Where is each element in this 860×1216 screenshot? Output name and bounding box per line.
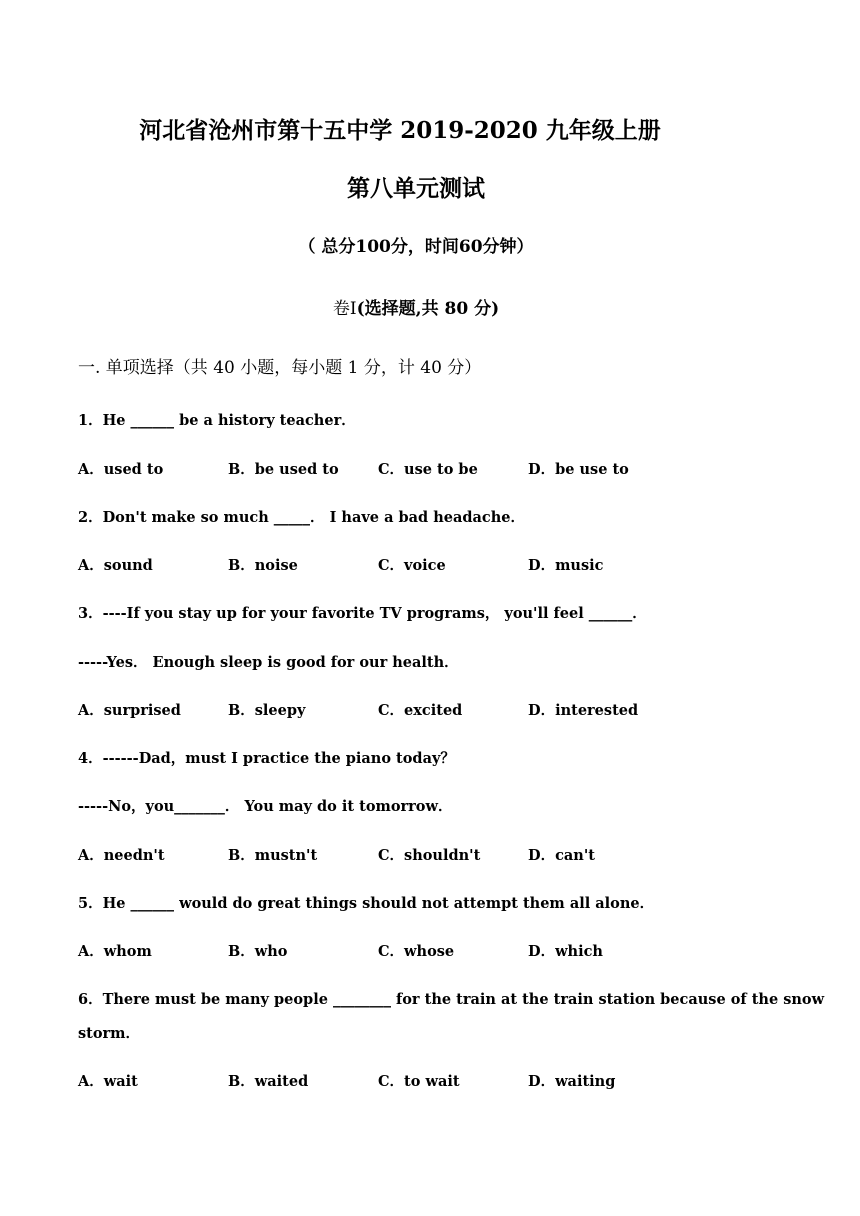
option-c[interactable]: C．excited (378, 702, 463, 719)
option-b[interactable]: B．waited (228, 1073, 309, 1090)
question-2-options (78, 554, 798, 576)
question-6: 6．There must be many people ________ for the train at the train station because of the snow (78, 991, 825, 1008)
option-b[interactable]: B．mustn't (228, 847, 318, 864)
unit-title: 第八单元测试 (347, 175, 485, 202)
option-d[interactable]: D．waiting (528, 1073, 616, 1090)
section-heading: 一. 单项选择（共 40 小题，每小题 1 分，计 40 分） (78, 358, 482, 378)
option-a[interactable]: A．used to (78, 461, 164, 478)
question-1-options (78, 458, 798, 480)
option-d[interactable]: D．which (528, 943, 603, 960)
option-c[interactable]: C．shouldn't (378, 847, 481, 864)
option-a[interactable]: A．surprised (78, 702, 181, 719)
volume-heading (0, 294, 832, 319)
question-2: 2．Don't make so much _____． I have a bad headache． (78, 509, 526, 526)
question-5: 5．He ______ would do great things should not attempt them all alone． (78, 895, 655, 912)
option-c[interactable]: C．to wait (378, 1073, 460, 1090)
question-5-options (78, 940, 798, 962)
option-b[interactable]: B．noise (228, 557, 298, 574)
option-b[interactable]: B．who (228, 943, 288, 960)
option-a[interactable]: A．sound (78, 557, 153, 574)
question-6-continuation: storm． (78, 1025, 141, 1042)
volume-prefix: 卷Ⅰ (332, 299, 357, 319)
volume-rest: (选择题,共 80 分) (356, 299, 500, 319)
option-a[interactable]: A．wait (78, 1073, 138, 1090)
question-4-options (78, 844, 798, 866)
option-c[interactable]: C．whose (378, 943, 455, 960)
question-1: 1．He ______ be a history teacher． (78, 412, 356, 429)
option-c[interactable]: C．use to be (378, 461, 478, 478)
option-c[interactable]: C．voice (378, 557, 446, 574)
option-a[interactable]: A．whom (78, 943, 152, 960)
option-b[interactable]: B．be used to (228, 461, 339, 478)
option-d[interactable]: D．interested (528, 702, 639, 719)
option-a[interactable]: A．needn't (78, 847, 165, 864)
question-6-options (78, 1070, 798, 1092)
exam-title: 河北省沧州市第十五中学 2019-2020 九年级上册 (139, 117, 661, 144)
option-b[interactable]: B．sleepy (228, 702, 306, 719)
question-4: 4．------Dad，must I practice the piano today？ (78, 750, 455, 767)
question-3: 3．----If you stay up for your favorite TV programs， you'll feel ______． (78, 605, 647, 622)
question-3-options (78, 699, 798, 721)
option-d[interactable]: D．be use to (528, 461, 629, 478)
score-time-note: （ 总分100分，时间60分钟） (298, 237, 534, 257)
question-3-dialogue: -----Yes． Enough sleep is good for our health． (78, 654, 459, 671)
question-4-dialogue: -----No，you_______． You may do it tomorrow． (78, 798, 453, 815)
option-d[interactable]: D．can't (528, 847, 595, 864)
option-d[interactable]: D．music (528, 557, 604, 574)
